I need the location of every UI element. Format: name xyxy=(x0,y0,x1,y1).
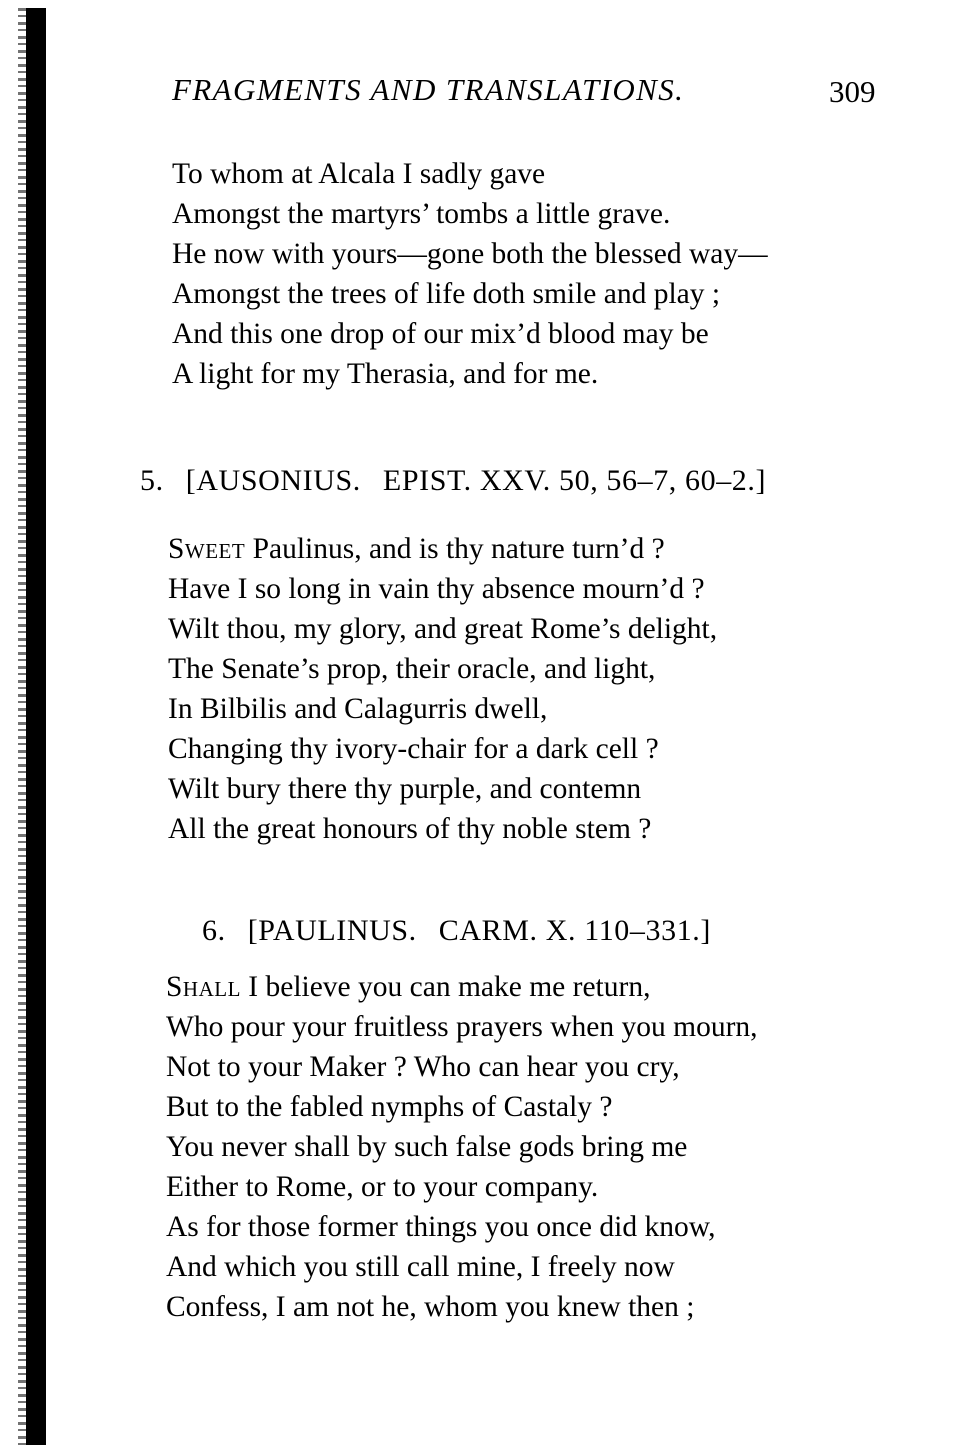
book-gutter-shadow xyxy=(26,8,46,1445)
verse-line: And which you still call mine, I freely now xyxy=(166,1251,675,1283)
verse-line: Wilt bury there thy purple, and contemn xyxy=(168,773,642,805)
book-gutter-edge xyxy=(18,8,26,1445)
section-source: EPIST. XXV. 50, 56–7, 60–2.] xyxy=(382,464,767,497)
verse-line: In Bilbilis and Calagurris dwell, xyxy=(168,693,548,725)
opening-word: Sweet xyxy=(168,533,246,565)
verse-line: Wilt thou, my glory, and great Rome’s delight, xyxy=(168,613,718,645)
verse-line: Either to Rome, or to your company. xyxy=(166,1171,599,1203)
verse-line: A light for my Therasia, and for me. xyxy=(172,358,599,390)
section-number: 5. xyxy=(140,464,164,497)
verse-line: You never shall by such false gods bring me xyxy=(166,1131,688,1163)
section-author: [PAULINUS. xyxy=(247,914,417,947)
verse-line: To whom at Alcala I sadly gave xyxy=(172,158,546,190)
verse-line: Amongst the trees of life doth smile and play ; xyxy=(172,278,721,310)
verse-line: Changing thy ivory-chair for a dark cell ? xyxy=(168,733,659,765)
verse-line: Shall I believe you can make me return, xyxy=(166,971,651,1003)
verse-line: He now with yours—gone both the blessed way— xyxy=(172,238,768,270)
opening-word: Shall xyxy=(166,971,241,1003)
verse-line: The Senate’s prop, their oracle, and light, xyxy=(168,653,656,685)
verse-line: As for those former things you once did know, xyxy=(166,1211,716,1243)
section-source: CARM. X. 110–331.] xyxy=(438,914,711,947)
page-header xyxy=(172,72,892,122)
running-title: FRAGMENTS AND TRANSLATIONS. xyxy=(172,72,685,107)
verse-line: And this one drop of our mix’d blood may be xyxy=(172,318,709,350)
verse-line: Amongst the martyrs’ tombs a little grave. xyxy=(172,198,671,230)
verse-line: Have I so long in vain thy absence mourn’d ? xyxy=(168,573,705,605)
verse-line: Who pour your fruitless prayers when you mourn, xyxy=(166,1011,758,1043)
verse-line: Sweet Paulinus, and is thy nature turn’d ? xyxy=(168,533,665,565)
verse-line: Confess, I am not he, whom you knew then ; xyxy=(166,1291,695,1323)
page-number: 309 xyxy=(829,74,876,109)
verse-line: All the great honours of thy noble stem ? xyxy=(168,813,652,845)
verse-line: But to the fabled nymphs of Castaly ? xyxy=(166,1091,613,1123)
section-number: 6. xyxy=(202,914,226,947)
verse-line: Not to your Maker ? Who can hear you cry, xyxy=(166,1051,680,1083)
section-5-heading xyxy=(140,466,766,496)
section-6-heading xyxy=(202,916,711,946)
section-author: [AUSONIUS. xyxy=(185,464,361,497)
